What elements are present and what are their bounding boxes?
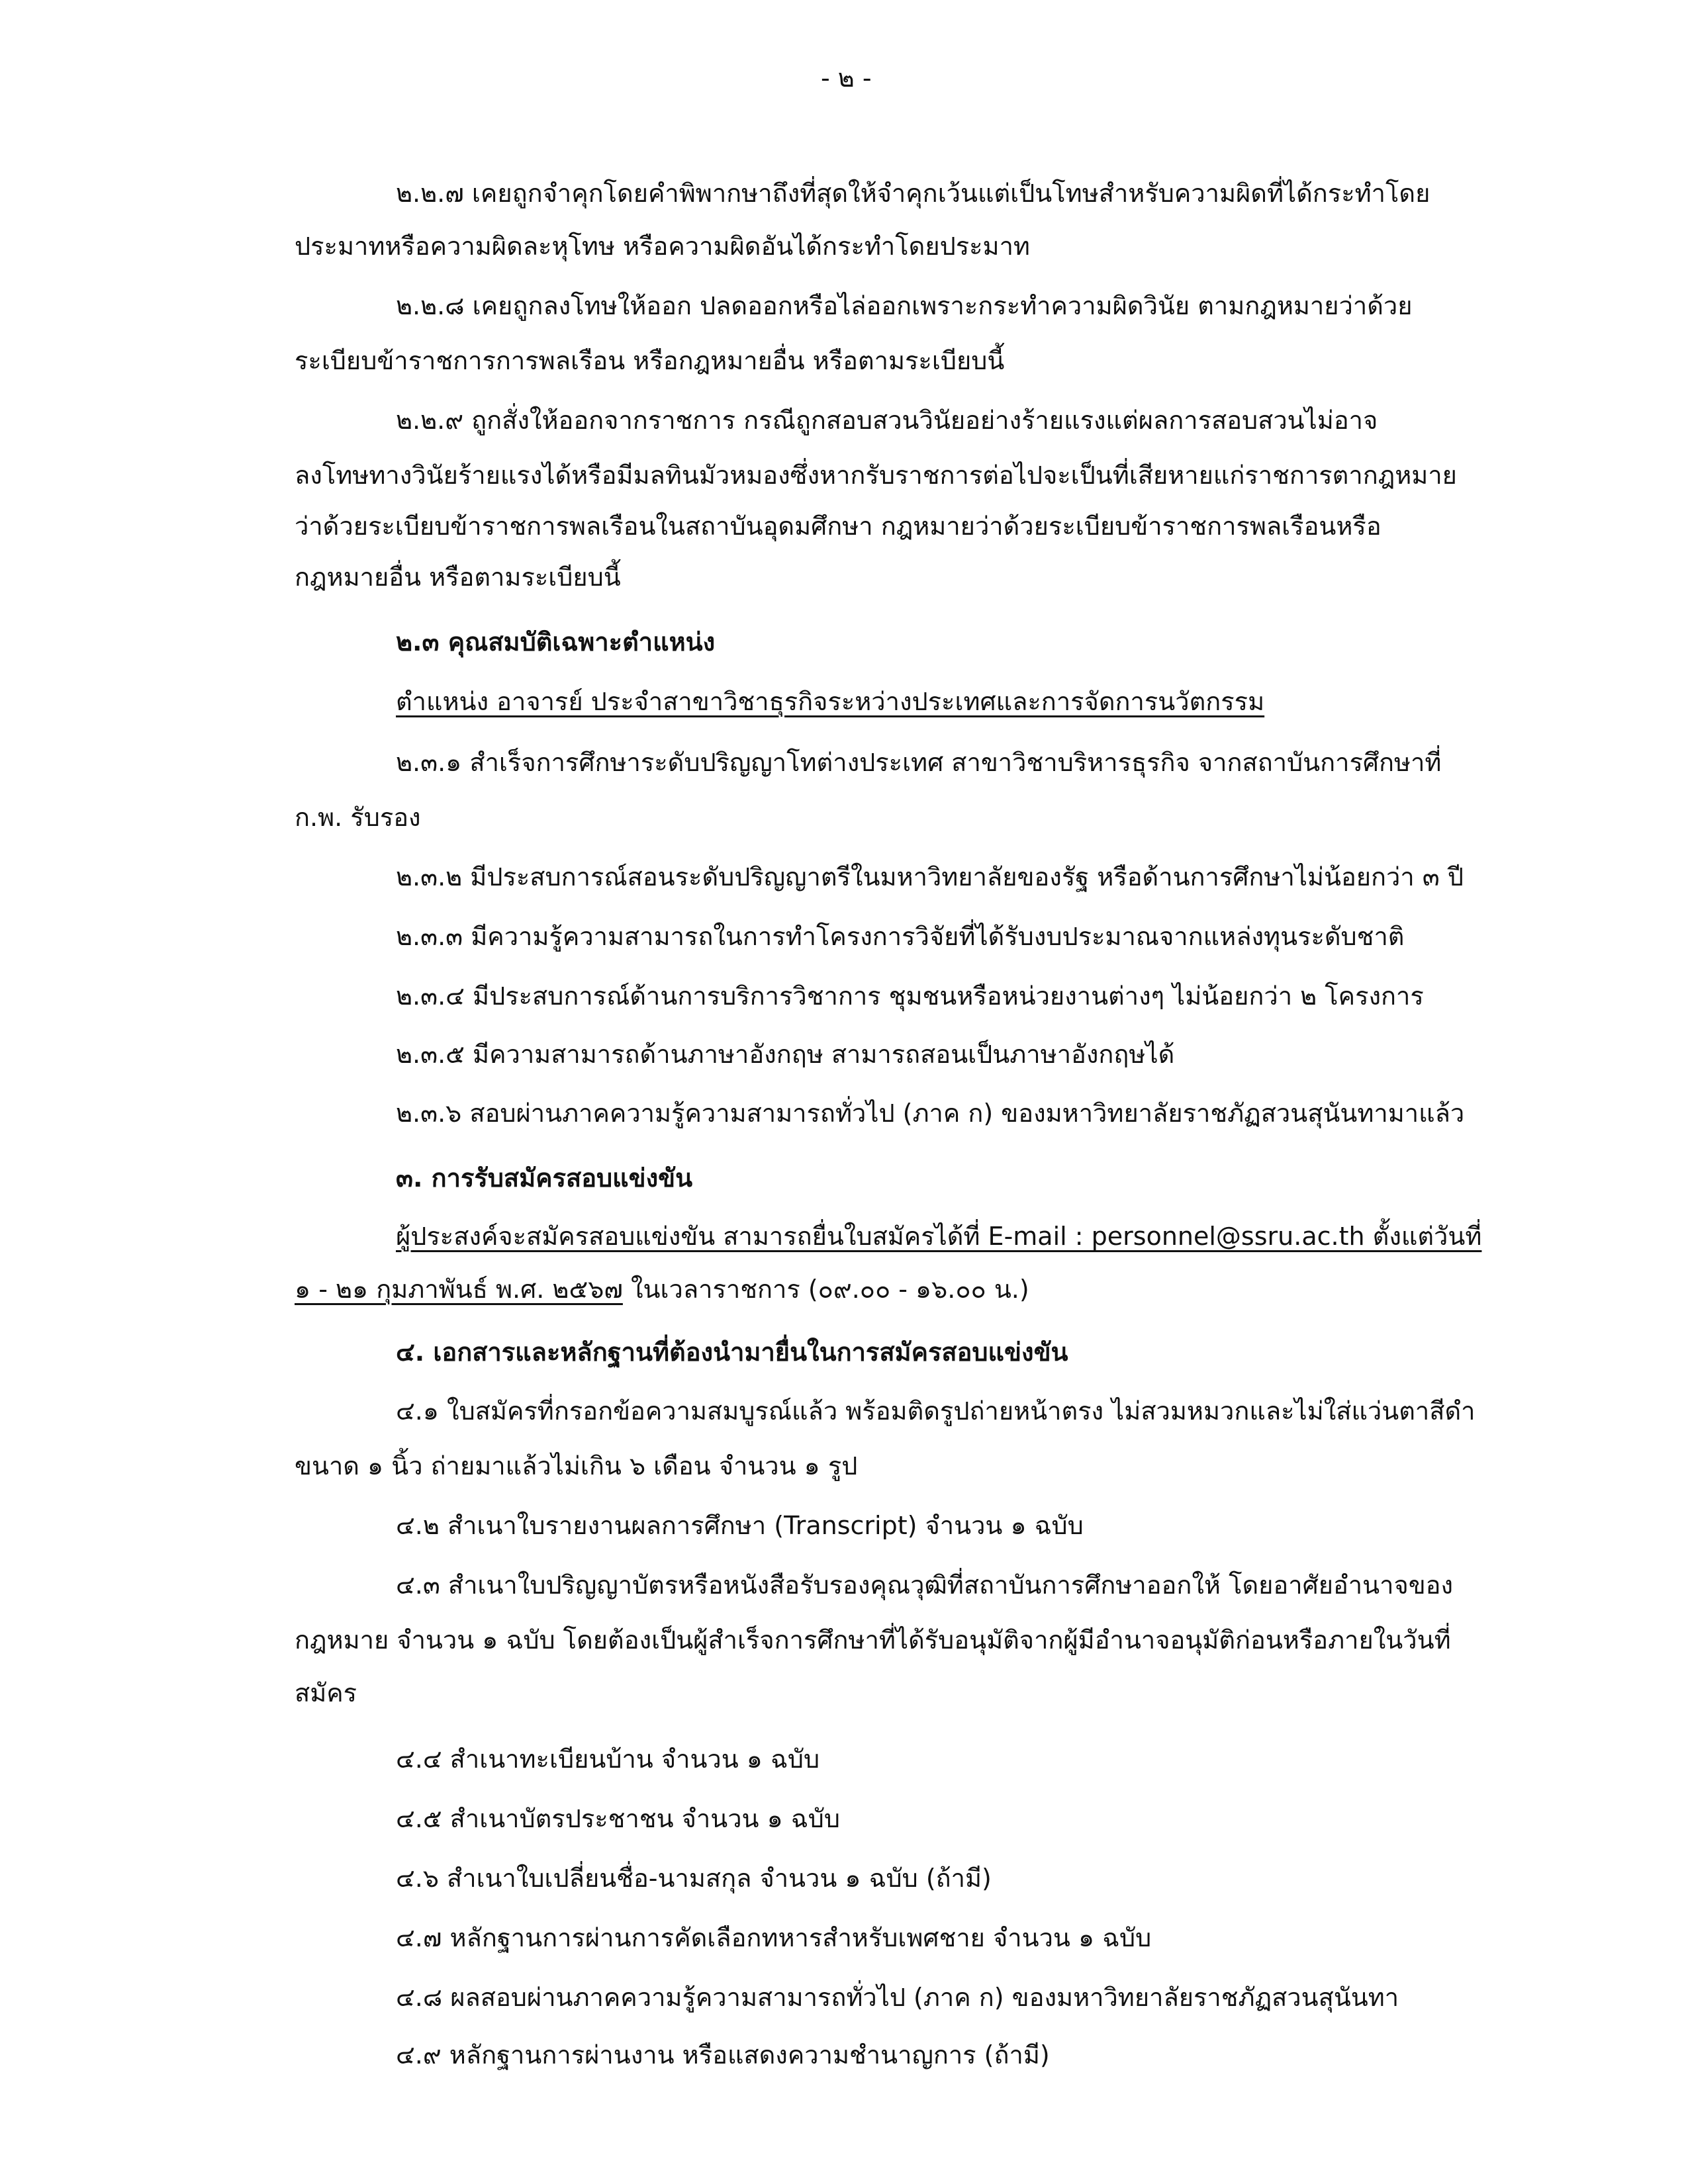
clause-4-2: ๔.๒ สำเนาใบรายงานผลการศึกษา (Transcript) จำนวน ๑ ฉบับ — [396, 1511, 1084, 1540]
clause-4-6: ๔.๖ สำเนาใบเปลี่ยนชื่อ-นามสกุล จำนวน ๑ ฉบับ (ถ้ามี) — [396, 1864, 992, 1893]
clause-4-1-line-2: ขนาด ๑ นิ้ว ถ่ายมาแล้วไม่เกิน ๖ เดือน จำนวน ๑ รูป — [295, 1451, 858, 1480]
clause-2-3-4: ๒.๓.๔ มีประสบการณ์ด้านการบริการวิชาการ ชุมชนหรือหน่วยงานต่างๆ ไม่น้อยกว่า ๒ โครงการ — [396, 981, 1424, 1011]
clause-2-3-2: ๒.๓.๒ มีประสบการณ์สอนระดับปริญญาตรีในมหาวิทยาลัยของรัฐ หรือด้านการศึกษาไม่น้อยกว่า ๓ ปี — [396, 862, 1464, 891]
clause-2-2-7-line-1: ๒.๒.๗ เคยถูกจำคุกโดยคำพิพากษาถึงที่สุดให้จำคุกเว้นแต่เป็นโทษสำหรับความผิดที่ได้กระทำโดย — [396, 179, 1430, 208]
clause-4-1-line-1: ๔.๑ ใบสมัครที่กรอกข้อความสมบูรณ์แล้ว พร้อมติดรูปถ่ายหน้าตรง ไม่สวมหมวกและไม่ใส่แว่นตาสีดำ — [396, 1396, 1476, 1426]
clause-2-3-1-line-2: ก.พ. รับรอง — [295, 803, 421, 832]
clause-2-3-5: ๒.๓.๕ มีความสามารถด้านภาษาอังกฤษ สามารถสอนเป็นภาษาอังกฤษได้ — [396, 1040, 1175, 1069]
clause-4-3-line-3: สมัคร — [295, 1678, 357, 1707]
clause-2-2-9-line-2: ลงโทษทางวินัยร้ายแรงได้หรือมีมลทินมัวหมองซึ่งหากรับราชการต่อไปจะเป็นที่เสียหายแก่ราชการตากฎหมาย — [295, 461, 1457, 490]
clause-2-2-9-line-1: ๒.๒.๙ ถูกสั่งให้ออกจากราชการ กรณีถูกสอบสวนวินัยอย่างร้ายแรงแต่ผลการสอบสวนไม่อาจ — [396, 406, 1378, 435]
section-2-3-heading: ๒.๓ คุณสมบัติเฉพาะตำแหน่ง — [396, 627, 716, 657]
application-email-line: ผู้ประสงค์จะสมัครสอบแข่งขัน สามารถยื่นใบสมัครได้ที่ E-mail : personnel@ssru.ac.th ตั้งแต่วันที่ — [396, 1222, 1482, 1251]
clause-4-9: ๔.๙ หลักฐานการผ่านงาน หรือแสดงความชำนาญการ (ถ้ามี) — [396, 2040, 1050, 2070]
clause-4-7: ๔.๗ หลักฐานการผ่านการคัดเลือกทหารสำหรับเพศชาย จำนวน ๑ ฉบับ — [396, 1923, 1152, 1952]
page-number: - ๒ - — [821, 64, 872, 93]
section-4-heading: ๔. เอกสารและหลักฐานที่ต้องนำมายื่นในการสมัครสอบแข่งขัน — [396, 1338, 1068, 1367]
clause-2-3-1-line-1: ๒.๓.๑ สำเร็จการศึกษาระดับปริญญาโทต่างประเทศ สาขาวิชาบริหารธุรกิจ จากสถาบันการศึกษาที่ — [396, 748, 1442, 777]
application-dates: ๑ - ๒๑ กุมภาพันธ์ พ.ศ. ๒๕๖๗ — [295, 1275, 623, 1304]
clause-2-2-9-line-4: กฎหมายอื่น หรือตามระเบียบนี้ — [295, 563, 621, 592]
office-hours: ในเวลาราชการ (๐๙.๐๐ - ๑๖.๐๐ น.) — [622, 1275, 1029, 1304]
clause-2-2-8-line-2: ระเบียบข้าราชการการพลเรือน หรือกฎหมายอื่น หรือตามระเบียบนี้ — [295, 346, 1005, 375]
clause-2-2-7-line-2: ประมาทหรือความผิดละหุโทษ หรือความผิดอันได้กระทำโดยประมาท — [295, 232, 1030, 261]
clause-4-3-line-2: กฎหมาย จำนวน ๑ ฉบับ โดยต้องเป็นผู้สำเร็จการศึกษาที่ได้รับอนุมัติจากผู้มีอำนาจอนุมัติก่อนหรือภายในวันที่ — [295, 1625, 1451, 1655]
application-period-line — [295, 1269, 1029, 1309]
section-3-heading: ๓. การรับสมัครสอบแข่งขัน — [396, 1163, 693, 1193]
clause-4-5: ๔.๕ สำเนาบัตรประชาชน จำนวน ๑ ฉบับ — [396, 1804, 840, 1833]
clause-4-3-line-1: ๔.๓ สำเนาใบปริญญาบัตรหรือหนังสือรับรองคุณวุฒิที่สถาบันการศึกษาออกให้ โดยอาศัยอำนาจของ — [396, 1570, 1454, 1600]
clause-2-2-9-line-3: ว่าด้วยระเบียบข้าราชการพลเรือนในสถาบันอุดมศึกษา กฎหมายว่าด้วยระเบียบข้าราชการพลเรือนหรือ — [295, 512, 1382, 541]
clause-4-8: ๔.๘ ผลสอบผ่านภาคความรู้ความสามารถทั่วไป (ภาค ก) ของมหาวิทยาลัยราชภัฏสวนสุนันทา — [396, 1983, 1399, 2012]
clause-2-3-3: ๒.๓.๓ มีความรู้ความสามารถในการทำโครงการวิจัยที่ได้รับงบประมาณจากแหล่งทุนระดับชาติ — [396, 922, 1405, 951]
clause-2-3-6: ๒.๓.๖ สอบผ่านภาคความรู้ความสามารถทั่วไป (ภาค ก) ของมหาวิทยาลัยราชภัฏสวนสุนันทามาแล้ว — [396, 1099, 1465, 1128]
clause-4-4: ๔.๔ สำเนาทะเบียนบ้าน จำนวน ๑ ฉบับ — [396, 1745, 820, 1774]
position-title: ตำแหน่ง อาจารย์ ประจำสาขาวิชาธุรกิจระหว่างประเทศและการจัดการนวัตกรรม — [396, 687, 1265, 716]
clause-2-2-8-line-1: ๒.๒.๘ เคยถูกลงโทษให้ออก ปลดออกหรือไล่ออกเพราะกระทำความผิดวินัย ตามกฎหมายว่าด้วย — [396, 291, 1413, 320]
